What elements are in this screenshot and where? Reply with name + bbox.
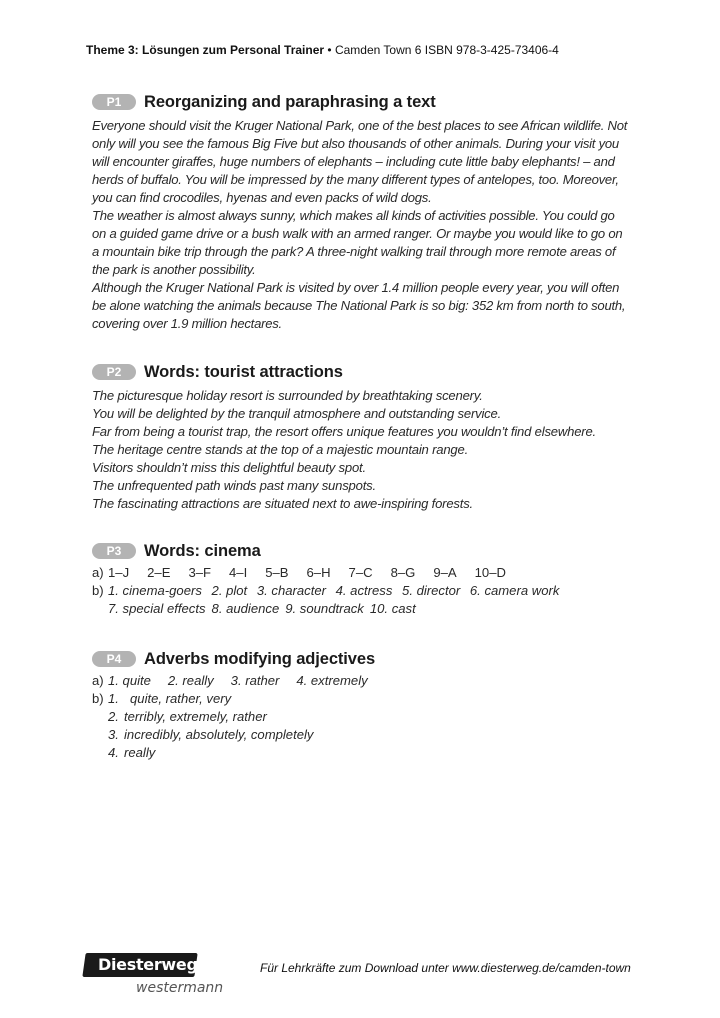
- answer-b-line1: [108, 582, 565, 600]
- pair: 3–F: [188, 565, 211, 580]
- sentence: The unfrequented path winds past many sunspots.: [92, 478, 376, 493]
- answer-item: 3. rather: [230, 673, 280, 688]
- pair: 6–H: [306, 565, 331, 580]
- pair: 9–A: [433, 565, 457, 580]
- item-number: 1.: [108, 691, 119, 706]
- download-note: Für Lehrkräfte zum Download unter www.diesterweg.de/camden-town: [260, 961, 631, 975]
- sentence: Far from being a tourist trap, the resort offers unique features you wouldn’t find elsewhere.: [92, 424, 596, 439]
- answer-b-line2: [92, 600, 632, 618]
- item-number: 4.: [108, 745, 119, 760]
- answer-label: a): [92, 565, 104, 580]
- answer-b-item: [92, 708, 632, 726]
- answer-label: b): [92, 691, 104, 706]
- answer-b: [92, 690, 632, 708]
- sentence: The heritage centre stands at the top of a majestic mountain range.: [92, 442, 469, 457]
- answer-label: b): [92, 583, 104, 598]
- answer-a: [92, 672, 632, 690]
- item-text: really: [124, 745, 156, 760]
- section-badge: P3: [92, 543, 136, 559]
- section-badge: P4: [92, 651, 136, 667]
- sentence: The fascinating attractions are situated next to awe-inspiring forests.: [92, 496, 473, 511]
- answer-item: 9. soundtrack: [285, 601, 364, 616]
- answer-b-item: [108, 690, 237, 708]
- p1-text: [92, 117, 632, 333]
- section-p3: [92, 540, 632, 618]
- answer-b-item: [92, 744, 632, 762]
- pair: 4–I: [229, 565, 248, 580]
- answer-item: 1. quite: [108, 673, 151, 688]
- answer-item: 4. actress: [335, 583, 393, 598]
- item-text: quite, rather, very: [130, 691, 232, 706]
- answer-item: 7. special effects: [108, 601, 206, 616]
- item-number: 2.: [108, 709, 119, 724]
- section-p2: [92, 361, 632, 513]
- section-badge: P1: [92, 94, 136, 110]
- pair: 10–D: [474, 565, 506, 580]
- section-p4: [92, 648, 632, 762]
- answer-item: 2. really: [167, 673, 214, 688]
- section-p1: [92, 91, 632, 333]
- paragraph: The weather is almost always sunny, which makes all kinds of activities possible. You could go on a guided game drive or a bush walk with an armed ranger. Or maybe you would like to go on a mountain bike trip through the park? A three-night walking trail through more remote areas of the park is another possibility.: [92, 208, 623, 277]
- sentence: Visitors shouldn’t miss this delightful beauty spot.: [92, 460, 366, 475]
- sentence: The picturesque holiday resort is surrounded by breathtaking scenery.: [92, 388, 483, 403]
- answer-item: 8. audience: [211, 601, 280, 616]
- answer-item: 6. camera work: [469, 583, 560, 598]
- header-bullet: •: [324, 43, 335, 57]
- section-title: Words: tourist attractions: [144, 362, 343, 381]
- paragraph: Everyone should visit the Kruger National Park, one of the best places to see African wildlife. Not only will you see the famous Big Five but also thousands of other animals. During your visit you will encounter giraffes, huge numbers of elephants – including cute little baby elephants! – and herds of buffalo. You will be impressed by the many different types of antelopes, too. Moreover, you can find crocodiles, hyenas and even packs of wild dogs.: [92, 118, 628, 205]
- answer-item: 4. extremely: [296, 673, 368, 688]
- logo-subtitle: westermann: [136, 980, 224, 996]
- header-title: Theme 3: Lösungen zum Personal Trainer: [86, 43, 325, 57]
- section-title: Adverbs modifying adjectives: [144, 649, 376, 668]
- pair: 2–E: [147, 565, 171, 580]
- pair: 1–J: [108, 565, 130, 580]
- section-title: Words: cinema: [144, 541, 261, 560]
- section-heading: [92, 91, 632, 113]
- item-text: terribly, extremely, rather: [124, 709, 267, 724]
- item-number: 3.: [108, 727, 119, 742]
- section-heading: [92, 540, 632, 562]
- section-badge: P2: [92, 364, 136, 380]
- answer-item: 1. cinema-goers: [108, 583, 202, 598]
- matching-pairs: [108, 564, 524, 582]
- section-title: Reorganizing and paraphrasing a text: [144, 92, 436, 111]
- section-heading: [92, 361, 632, 383]
- p3-answers: [92, 564, 632, 618]
- pair: 7–C: [348, 565, 373, 580]
- publisher-logo: [84, 953, 224, 1001]
- paragraph: Although the Kruger National Park is visited by over 1.4 million people every year, you will often be alone watching the animals because The National Park is so big: 352 km from north to south, covering over 1.9 million hectares.: [92, 280, 626, 331]
- answer-item: 3. character: [256, 583, 326, 598]
- item-text: incredibly, absolutely, completely: [124, 727, 314, 742]
- answer-a-items: [108, 672, 374, 690]
- p2-text: [92, 387, 632, 513]
- answer-item: 10. cast: [369, 601, 416, 616]
- answer-b-item: [92, 726, 632, 744]
- logo-wordmark: Diesterweg: [98, 955, 198, 974]
- answer-item: 2. plot: [211, 583, 248, 598]
- answer-a: [92, 564, 632, 582]
- sentence: You will be delighted by the tranquil atmosphere and outstanding service.: [92, 406, 502, 421]
- p4-answers: [92, 672, 632, 762]
- pair: 8–G: [390, 565, 416, 580]
- answer-item: 5. director: [402, 583, 461, 598]
- section-heading: [92, 648, 632, 670]
- answer-label: a): [92, 673, 104, 688]
- pair: 5–B: [265, 565, 289, 580]
- answer-b: [92, 582, 632, 600]
- page-header: [86, 43, 559, 57]
- header-book-info: Camden Town 6 ISBN 978-3-425-73406-4: [334, 43, 559, 57]
